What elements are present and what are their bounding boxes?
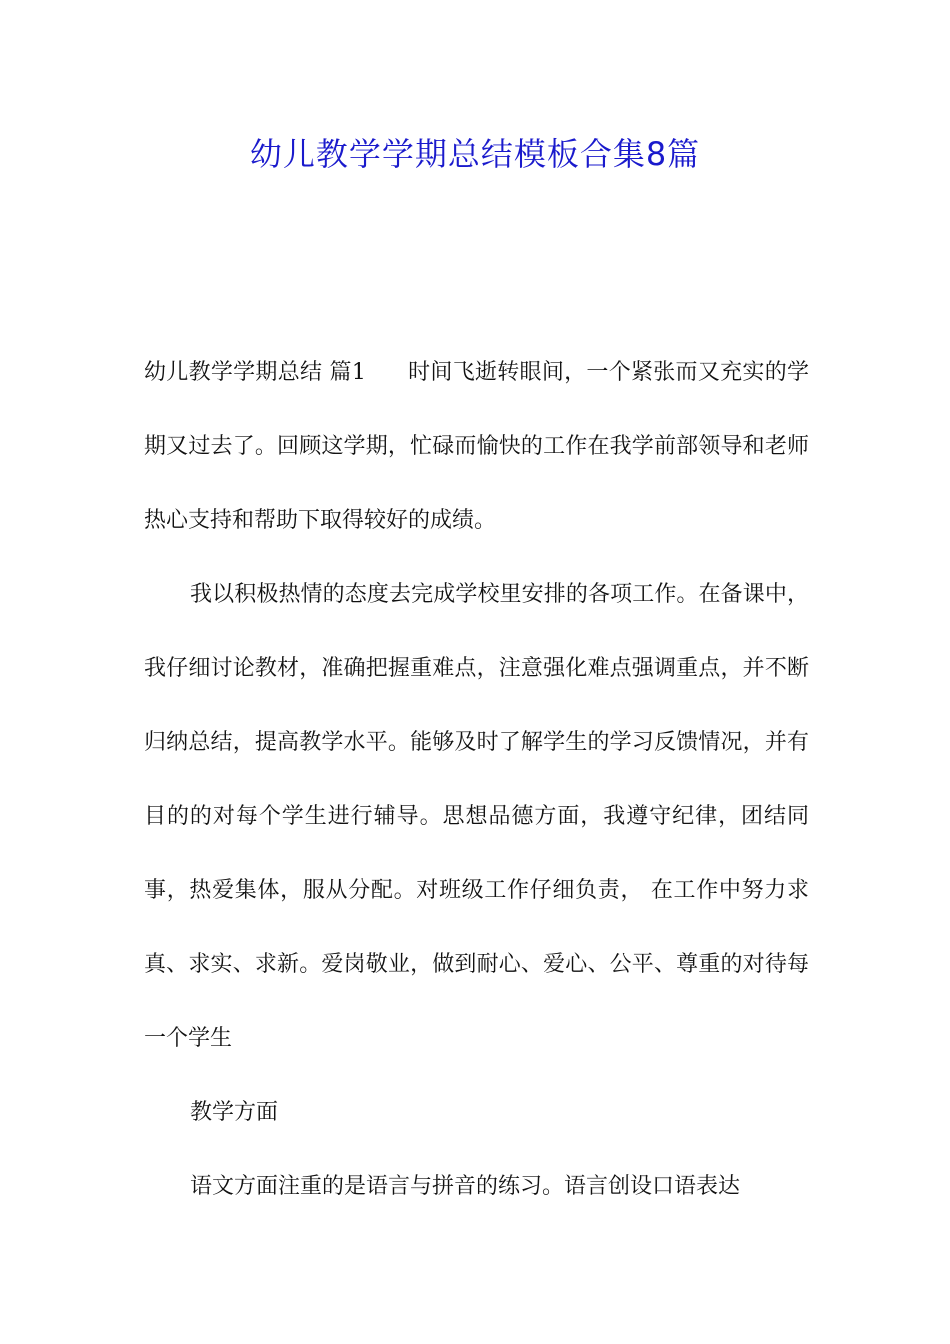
paragraph-2: 我以积极热情的态度去完成学校里安排的各项工作。在备课中，我仔细讨论教材，准确把握重难点，注意强化难点强调重点，并不断归纳总结，提高教学水平。能够及时了解学生的学习反馈情况，并有目的的对每个学生进行辅导。思想品德方面，我遵守纪律，团结同事，热爱集体，服从分配。对班级工作仔细负责， 在工作中努力求真、求实、求新。爱岗敬业，做到耐心、爱心、公平、尊重的对待每一个学生 [144, 582, 809, 1051]
section-heading: 幼儿教学学期总结 篇1 [144, 360, 366, 385]
subheading-teaching: 教学方面 [190, 1100, 279, 1125]
paragraph-1 [144, 336, 809, 558]
paragraph-1-text: 时间飞逝转眼间，一个紧张而又充实的学期又过去了。回顾这学期，忙碌而愉快的工作在我学前部领导和老师热心支持和帮助下取得较好的成绩。 [144, 360, 809, 533]
document-body [144, 336, 809, 1224]
paragraph-3: 语文方面注重的是语言与拼音的练习。语言创设口语表达 [190, 1174, 741, 1199]
document-title: 幼儿教学学期总结模板合集8篇 [249, 135, 701, 173]
